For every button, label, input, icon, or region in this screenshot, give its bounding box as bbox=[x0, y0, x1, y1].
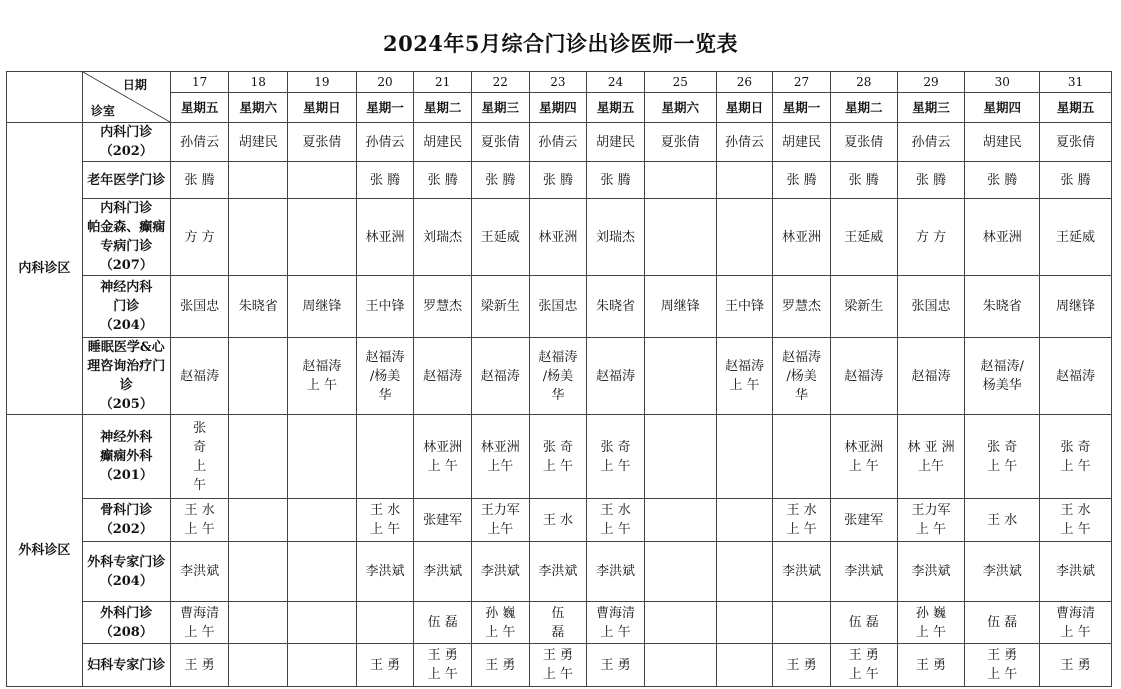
doctor-cell bbox=[288, 199, 357, 276]
doctor-cell: 王力军 上 午 bbox=[897, 499, 965, 542]
doctor-cell: 刘瑞杰 bbox=[587, 199, 645, 276]
clinic-name-cell: 外科门诊 （208） bbox=[82, 602, 170, 644]
weekday-cell: 星期二 bbox=[830, 93, 897, 123]
doctor-cell: 伍 磊 bbox=[830, 602, 897, 644]
schedule-table bbox=[6, 71, 1112, 687]
doctor-cell: 赵福涛 /杨美 华 bbox=[356, 338, 414, 415]
doctor-cell bbox=[716, 499, 773, 542]
clinic-name-cell: 骨科门诊 （202） bbox=[82, 499, 170, 542]
clinic-name-cell: 神经外科 癫痫外科 （201） bbox=[82, 415, 170, 499]
doctor-cell: 王 勇 bbox=[356, 644, 414, 687]
doctor-cell bbox=[644, 602, 716, 644]
weekday-cell: 星期三 bbox=[472, 93, 530, 123]
date-cell: 18 bbox=[229, 72, 288, 93]
date-row bbox=[7, 72, 1112, 93]
doctor-cell: 张国忠 bbox=[170, 276, 229, 338]
doctor-cell: 张 奇 上 午 bbox=[587, 415, 645, 499]
date-cell: 22 bbox=[472, 72, 530, 93]
doctor-cell: 林亚洲 bbox=[773, 199, 831, 276]
doctor-cell: 周继锋 bbox=[1040, 276, 1112, 338]
doctor-cell: 李洪斌 bbox=[1040, 542, 1112, 602]
weekday-cell: 星期一 bbox=[356, 93, 414, 123]
doctor-cell: 伍 磊 bbox=[965, 602, 1040, 644]
doctor-cell: 夏张倩 bbox=[830, 123, 897, 162]
doctor-cell: 王 勇 bbox=[773, 644, 831, 687]
weekday-cell: 星期五 bbox=[587, 93, 645, 123]
doctor-cell: 张 腾 bbox=[587, 162, 645, 199]
clinic-name-cell: 睡眠医学&心 理咨询治疗门 诊 （205） bbox=[82, 338, 170, 415]
doctor-cell: 张 腾 bbox=[414, 162, 472, 199]
doctor-cell: 赵福涛 bbox=[414, 338, 472, 415]
clinic-name-cell: 外科专家门诊 （204） bbox=[82, 542, 170, 602]
doctor-cell: 王 勇 bbox=[897, 644, 965, 687]
doctor-cell: 林亚洲 上 午 bbox=[830, 415, 897, 499]
doctor-cell: 王 水 上 午 bbox=[773, 499, 831, 542]
doctor-cell: 张 腾 bbox=[472, 162, 530, 199]
doctor-cell: 王中锋 bbox=[356, 276, 414, 338]
doctor-cell: 王 水 bbox=[965, 499, 1040, 542]
doctor-cell: 张 腾 bbox=[773, 162, 831, 199]
doctor-cell bbox=[644, 199, 716, 276]
schedule-row bbox=[7, 123, 1112, 162]
date-cell: 30 bbox=[965, 72, 1040, 93]
doctor-cell: 梁新生 bbox=[830, 276, 897, 338]
doctor-cell bbox=[716, 199, 773, 276]
doctor-cell: 王 勇 上 午 bbox=[414, 644, 472, 687]
schedule-row bbox=[7, 602, 1112, 644]
doctor-cell: 赵福涛 bbox=[1040, 338, 1112, 415]
clinic-name-cell: 神经内科 门诊 （204） bbox=[82, 276, 170, 338]
header-blank-cell bbox=[7, 72, 83, 123]
doctor-cell: 赵福涛 上 午 bbox=[716, 338, 773, 415]
area-cell: 外科诊区 bbox=[7, 415, 83, 687]
doctor-cell bbox=[288, 644, 357, 687]
doctor-cell bbox=[356, 602, 414, 644]
doctor-cell: 李洪斌 bbox=[472, 542, 530, 602]
doctor-cell: 夏张倩 bbox=[1040, 123, 1112, 162]
doctor-cell: 张国忠 bbox=[897, 276, 965, 338]
date-cell: 29 bbox=[897, 72, 965, 93]
doctor-cell: 方 方 bbox=[897, 199, 965, 276]
doctor-cell: 李洪斌 bbox=[587, 542, 645, 602]
doctor-cell: 孙倩云 bbox=[170, 123, 229, 162]
doctor-cell bbox=[644, 644, 716, 687]
room-label: 诊室 bbox=[90, 104, 115, 118]
doctor-cell: 张 腾 bbox=[1040, 162, 1112, 199]
doctor-cell: 张 奇 上 午 bbox=[529, 415, 587, 499]
doctor-cell: 夏张倩 bbox=[472, 123, 530, 162]
doctor-cell: 王 水 上 午 bbox=[170, 499, 229, 542]
date-cell: 19 bbox=[288, 72, 357, 93]
doctor-cell: 夏张倩 bbox=[644, 123, 716, 162]
doctor-cell: 曹海清 上 午 bbox=[170, 602, 229, 644]
schedule-row bbox=[7, 276, 1112, 338]
doctor-cell: 曹海清 上 午 bbox=[587, 602, 645, 644]
doctor-cell: 张 奇 上 午 bbox=[1040, 415, 1112, 499]
doctor-cell: 李洪斌 bbox=[830, 542, 897, 602]
doctor-cell: 林亚洲 bbox=[965, 199, 1040, 276]
page-title: 2024年5月综合门诊出诊医师一览表 bbox=[382, 31, 739, 56]
corner-header-cell bbox=[82, 72, 170, 123]
doctor-cell bbox=[229, 542, 288, 602]
doctor-cell: 赵福涛/ 杨美华 bbox=[965, 338, 1040, 415]
doctor-cell: 曹海清 上 午 bbox=[1040, 602, 1112, 644]
schedule-row bbox=[7, 499, 1112, 542]
doctor-cell bbox=[716, 542, 773, 602]
doctor-cell: 赵福涛 /杨美 华 bbox=[773, 338, 831, 415]
doctor-cell: 王 勇 bbox=[472, 644, 530, 687]
doctor-cell: 李洪斌 bbox=[529, 542, 587, 602]
date-cell: 27 bbox=[773, 72, 831, 93]
doctor-cell: 王 勇 bbox=[1040, 644, 1112, 687]
doctor-cell: 王 勇 上 午 bbox=[529, 644, 587, 687]
date-cell: 28 bbox=[830, 72, 897, 93]
schedule-row bbox=[7, 415, 1112, 499]
schedule-row bbox=[7, 162, 1112, 199]
doctor-cell bbox=[288, 415, 357, 499]
doctor-cell: 胡建民 bbox=[587, 123, 645, 162]
doctor-cell: 李洪斌 bbox=[965, 542, 1040, 602]
doctor-cell: 林亚洲 上午 bbox=[472, 415, 530, 499]
doctor-cell: 张 腾 bbox=[170, 162, 229, 199]
doctor-cell: 张 腾 bbox=[965, 162, 1040, 199]
doctor-cell: 王延威 bbox=[472, 199, 530, 276]
doctor-cell bbox=[644, 542, 716, 602]
doctor-cell: 方 方 bbox=[170, 199, 229, 276]
doctor-cell: 孙 巍 上 午 bbox=[472, 602, 530, 644]
doctor-cell: 罗慧杰 bbox=[414, 276, 472, 338]
doctor-cell: 王中锋 bbox=[716, 276, 773, 338]
doctor-cell: 张 腾 bbox=[356, 162, 414, 199]
doctor-cell bbox=[288, 542, 357, 602]
date-cell: 26 bbox=[716, 72, 773, 93]
weekday-cell: 星期四 bbox=[965, 93, 1040, 123]
weekday-cell: 星期一 bbox=[773, 93, 831, 123]
doctor-cell bbox=[773, 415, 831, 499]
weekday-cell: 星期四 bbox=[529, 93, 587, 123]
clinic-name-cell: 妇科专家门诊 bbox=[82, 644, 170, 687]
doctor-cell: 赵福涛 /杨美 华 bbox=[529, 338, 587, 415]
doctor-cell: 孙倩云 bbox=[529, 123, 587, 162]
doctor-cell: 王力军 上午 bbox=[472, 499, 530, 542]
doctor-cell: 胡建民 bbox=[414, 123, 472, 162]
doctor-cell: 赵福涛 bbox=[472, 338, 530, 415]
weekday-cell: 星期五 bbox=[1040, 93, 1112, 123]
doctor-cell: 王 勇 上 午 bbox=[830, 644, 897, 687]
doctor-cell bbox=[229, 415, 288, 499]
clinic-name-cell: 内科门诊 （202） bbox=[82, 123, 170, 162]
doctor-cell: 林 亚 洲 上午 bbox=[897, 415, 965, 499]
doctor-cell: 王延威 bbox=[830, 199, 897, 276]
doctor-cell: 周继锋 bbox=[288, 276, 357, 338]
doctor-cell: 李洪斌 bbox=[356, 542, 414, 602]
doctor-cell: 王 勇 上 午 bbox=[965, 644, 1040, 687]
doctor-cell: 孙倩云 bbox=[716, 123, 773, 162]
doctor-cell: 伍 磊 bbox=[414, 602, 472, 644]
doctor-cell bbox=[716, 602, 773, 644]
schedule-row bbox=[7, 644, 1112, 687]
doctor-cell: 李洪斌 bbox=[773, 542, 831, 602]
schedule-row bbox=[7, 338, 1112, 415]
doctor-cell: 林亚洲 bbox=[529, 199, 587, 276]
doctor-cell bbox=[229, 602, 288, 644]
doctor-cell: 朱晓省 bbox=[229, 276, 288, 338]
doctor-cell: 伍 磊 bbox=[529, 602, 587, 644]
doctor-cell bbox=[644, 499, 716, 542]
doctor-cell: 赵福涛 bbox=[170, 338, 229, 415]
doctor-cell: 王延威 bbox=[1040, 199, 1112, 276]
doctor-cell: 张 腾 bbox=[529, 162, 587, 199]
weekday-row bbox=[7, 93, 1112, 123]
doctor-cell bbox=[644, 415, 716, 499]
doctor-cell: 李洪斌 bbox=[170, 542, 229, 602]
doctor-cell: 梁新生 bbox=[472, 276, 530, 338]
weekday-cell: 星期六 bbox=[644, 93, 716, 123]
schedule-row bbox=[7, 199, 1112, 276]
doctor-cell bbox=[229, 644, 288, 687]
doctor-cell: 王 水 bbox=[529, 499, 587, 542]
doctor-cell bbox=[644, 338, 716, 415]
doctor-cell: 赵福涛 上 午 bbox=[288, 338, 357, 415]
doctor-cell: 王 勇 bbox=[170, 644, 229, 687]
doctor-cell: 胡建民 bbox=[965, 123, 1040, 162]
doctor-cell bbox=[229, 499, 288, 542]
doctor-cell bbox=[773, 602, 831, 644]
doctor-cell: 王 水 上 午 bbox=[356, 499, 414, 542]
doctor-cell: 张建军 bbox=[414, 499, 472, 542]
doctor-cell: 李洪斌 bbox=[414, 542, 472, 602]
date-cell: 31 bbox=[1040, 72, 1112, 93]
doctor-cell: 孙倩云 bbox=[356, 123, 414, 162]
clinic-name-cell: 内科门诊 帕金森、癫痫 专病门诊 （207） bbox=[82, 199, 170, 276]
doctor-cell bbox=[716, 644, 773, 687]
doctor-cell: 林亚洲 上 午 bbox=[414, 415, 472, 499]
weekday-cell: 星期二 bbox=[414, 93, 472, 123]
doctor-cell bbox=[229, 338, 288, 415]
weekday-cell: 星期三 bbox=[897, 93, 965, 123]
doctor-cell: 张 腾 bbox=[830, 162, 897, 199]
date-cell: 25 bbox=[644, 72, 716, 93]
doctor-cell: 林亚洲 bbox=[356, 199, 414, 276]
doctor-cell: 周继锋 bbox=[644, 276, 716, 338]
doctor-cell: 赵福涛 bbox=[897, 338, 965, 415]
date-cell: 17 bbox=[170, 72, 229, 93]
weekday-cell: 星期六 bbox=[229, 93, 288, 123]
doctor-cell: 孙倩云 bbox=[897, 123, 965, 162]
doctor-cell: 王 水 上 午 bbox=[1040, 499, 1112, 542]
date-label: 日期 bbox=[122, 78, 147, 92]
weekday-cell: 星期日 bbox=[716, 93, 773, 123]
doctor-cell bbox=[716, 162, 773, 199]
doctor-cell: 李洪斌 bbox=[897, 542, 965, 602]
doctor-cell: 张 腾 bbox=[897, 162, 965, 199]
doctor-cell bbox=[229, 162, 288, 199]
doctor-cell: 张 奇 上 午 bbox=[965, 415, 1040, 499]
schedule-row bbox=[7, 542, 1112, 602]
date-cell: 23 bbox=[529, 72, 587, 93]
doctor-cell: 夏张倩 bbox=[288, 123, 357, 162]
doctor-cell: 罗慧杰 bbox=[773, 276, 831, 338]
doctor-cell bbox=[229, 199, 288, 276]
doctor-cell: 王 勇 bbox=[587, 644, 645, 687]
doctor-cell bbox=[644, 162, 716, 199]
doctor-cell: 刘瑞杰 bbox=[414, 199, 472, 276]
doctor-cell: 胡建民 bbox=[773, 123, 831, 162]
doctor-cell bbox=[716, 415, 773, 499]
date-cell: 21 bbox=[414, 72, 472, 93]
doctor-cell: 王 水 上 午 bbox=[587, 499, 645, 542]
doctor-cell: 孙 巍 上 午 bbox=[897, 602, 965, 644]
doctor-cell: 张 奇 上 午 bbox=[170, 415, 229, 499]
doctor-cell bbox=[288, 602, 357, 644]
doctor-cell: 胡建民 bbox=[229, 123, 288, 162]
clinic-name-cell: 老年医学门诊 bbox=[82, 162, 170, 199]
weekday-cell: 星期日 bbox=[288, 93, 357, 123]
doctor-cell: 张国忠 bbox=[529, 276, 587, 338]
date-cell: 20 bbox=[356, 72, 414, 93]
weekday-cell: 星期五 bbox=[170, 93, 229, 123]
doctor-cell: 朱晓省 bbox=[587, 276, 645, 338]
doctor-cell bbox=[288, 499, 357, 542]
area-cell: 内科诊区 bbox=[7, 123, 83, 415]
doctor-cell: 朱晓省 bbox=[965, 276, 1040, 338]
doctor-cell bbox=[288, 162, 357, 199]
doctor-cell: 张建军 bbox=[830, 499, 897, 542]
doctor-cell: 赵福涛 bbox=[830, 338, 897, 415]
doctor-cell bbox=[356, 415, 414, 499]
date-cell: 24 bbox=[587, 72, 645, 93]
doctor-cell: 赵福涛 bbox=[587, 338, 645, 415]
